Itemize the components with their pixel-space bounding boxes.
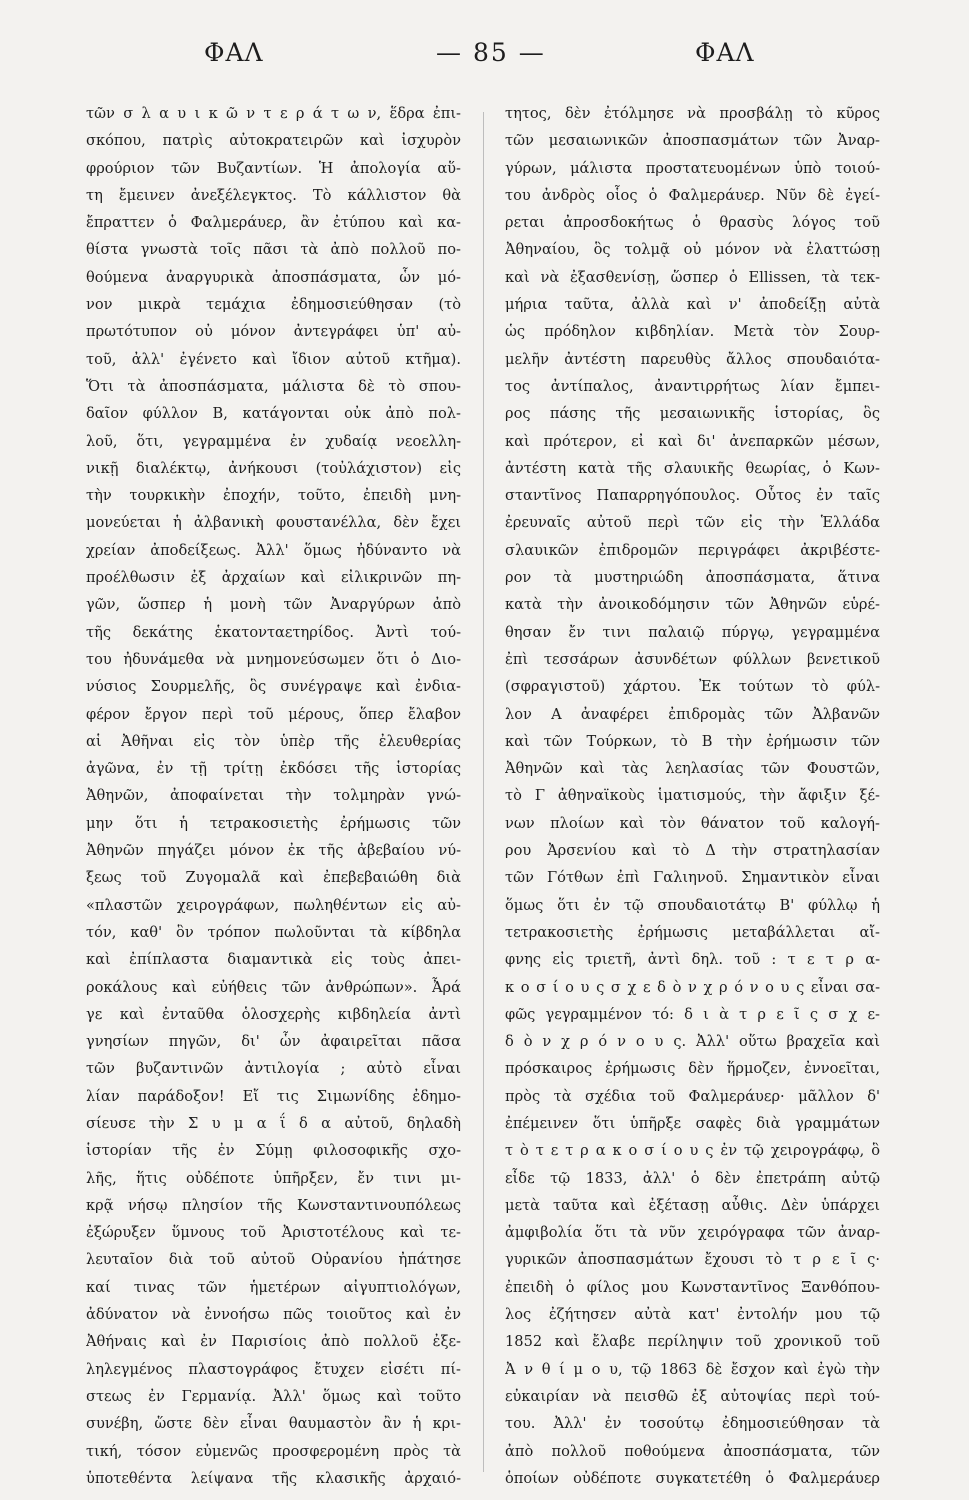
text-line: εἶδε τῷ 1833, ἀλλ' ὁ δὲν ἐπετράπη αὐτῷ [505, 1169, 880, 1187]
text-line: (σφραγιστοῦ) χάρτου. Ἐκ τούτων τὸ φύλ- [505, 678, 880, 696]
text-line: μονεύεται ἡ ἀλβανικὴ φουστανέλλα, δὲν ἔχει [86, 514, 461, 532]
text-line: ἐπέμεινεν ὅτι ὑπῆρξε σαφὲς διὰ γραμμάτων [505, 1114, 880, 1132]
page-number: — 85 — [436, 38, 546, 67]
text-line: καὶ νὰ ἐξασθενίσῃ, ὥσπερ ὁ Ellissen, τὰ τεκ- [505, 268, 880, 286]
text-line: τη ἔμεινεν ἀνεξέλεγκτος. Τὸ κάλλιστον θὰ [86, 186, 461, 204]
page-header [0, 38, 969, 78]
text-line: καὶ ἐπίπλαστα διαμαντικὰ εἰς τοὺς ἀπει- [86, 951, 461, 969]
text-line: μελῆν ἀντέστη παρευθὺς ἄλλος σπουδαιότα- [505, 350, 880, 368]
text-line: ὅμως ὅτι ἐν τῷ σπουδαιοτάτῳ Β' φύλλῳ ἡ [505, 896, 880, 914]
text-line: ἐπὶ τεσσάρων ἀσυνδέτων φύλλων βενετικοῦ [505, 650, 880, 668]
text-line: ρος πάσης τῆς μεσαιωνικῆς ἱστορίας, ὃς [505, 405, 880, 423]
text-line: τῶν μεσαιωνικῶν ἀποσπασμάτων τῶν Ἀναρ- [505, 132, 880, 150]
text-line: τική, τόσον εὐμενῶς προσφερομένη πρὸς τὰ [86, 1442, 461, 1460]
text-line: προέλθωσιν ἐξ ἀρχαίων καὶ εἰλικρινῶν πη- [86, 569, 461, 587]
text-line: ἐξώρυξεν ὕμνους τοῦ Ἀριστοτέλους καὶ τε- [86, 1224, 461, 1242]
text-line: λευταῖον διὰ τοῦ αὐτοῦ Οὐρανίου ἠπάτησε [86, 1251, 461, 1269]
text-line: ξεως τοῦ Ζυγομαλᾶ καὶ ἐπεβεβαιώθη διὰ [86, 869, 461, 887]
text-line: ἐπειδὴ ὁ φίλος μου Κωνσταντῖνος Ξανθόπου- [505, 1278, 880, 1296]
text-line: καί τινας τῶν ἡμετέρων αἰγυπτιολόγων, [86, 1278, 461, 1296]
text-line: ρεται ἀπροσδοκήτως ὁ θρασὺς λόγος τοῦ [505, 214, 880, 232]
text-line: στεως ἐν Γερμανίᾳ. Ἀλλ' ὅμως καὶ τοῦτο [86, 1387, 461, 1405]
column-divider [483, 112, 484, 1472]
text-line: μην ὅτι ἡ τετρακοσιετὴς ἐρήμωσις τῶν [86, 814, 461, 832]
text-line: του ἀνδρὸς οἷος ὁ Φαλμεράυερ. Νῦν δὲ ἐγεί- [505, 186, 880, 204]
text-line: κρᾷ νήσῳ πλησίον τῆς Κωνσταντινουπόλεως [86, 1196, 461, 1214]
text-line: εὐκαιρίαν νὰ πεισθῶ ἐξ αὐτοψίας περὶ τού- [505, 1387, 880, 1405]
text-line: θησαν ἔν τινι παλαιῷ πύργῳ, γεγραμμένα [505, 623, 880, 641]
text-line: ληλεγμένος πλαστογράφος ἔτυχεν εἰσέτι πί- [86, 1360, 461, 1378]
text-line: καὶ τῶν Τούρκων, τὸ Β τὴν ἐρήμωσιν τῶν [505, 732, 880, 750]
text-line: λῆς, ἥτις οὐδέποτε ὑπῆρξεν, ἔν τινι μι- [86, 1169, 461, 1187]
text-line: Ἀθηνῶν καὶ τὰς λεηλασίας τῶν Φουστῶν, [505, 760, 880, 778]
text-line: δ ὸ ν χ ρ ό ν ο υ ς. Ἀλλ' οὕτω βραχεῖα καὶ [505, 1033, 880, 1051]
text-line: φνης εἰς τριετῆ, ἀντὶ δηλ. τοῦ : τ ε τ ρ α- [505, 951, 880, 969]
text-line: πρωτότυπον οὐ μόνον ἀντεγράφει ὑπ' αὐ- [86, 323, 461, 341]
text-line: νων πλοίων καὶ τὸν θάνατον τοῦ καλογή- [505, 814, 880, 832]
text-line: ρου Ἀρσενίου καὶ τὸ Δ τὴν στρατηλασίαν [505, 842, 880, 860]
text-line: γυρικῶν ἀποσπασμάτων ἔχουσι τὸ τ ρ ε ῖ ς· [505, 1251, 880, 1269]
text-line: ἔπραττεν ὁ Φαλμεράυερ, ἂν ἐτύπου καὶ κα- [86, 214, 461, 232]
text-line: ὡς πρόδηλον κιβδηλίαν. Μετὰ τὸν Σουρ- [505, 323, 880, 341]
text-line: γνησίων πηγῶν, δι' ὧν ἀφαιρεῖται πᾶσα [86, 1033, 461, 1051]
text-line: ροκάλους καὶ εὐήθεις τῶν ἀνθρώπων». Ἆρά [86, 978, 461, 996]
text-line: φῶς γεγραμμένον τό: δ ι ὰ τ ρ ε ῖ ς σ χ ε- [505, 1005, 880, 1023]
text-line: θίστα γνωστὰ τοῖς πᾶσι τὰ ἀπὸ πολλοῦ πο- [86, 241, 461, 259]
text-line: νον μικρὰ τεμάχια ἐδημοσιεύθησαν (τὸ [86, 296, 461, 314]
text-line: ἀδύνατον νὰ ἐννοήσω πῶς τοιοῦτος καὶ ἐν [86, 1306, 461, 1324]
text-line: πρὸς τὰ σχέδια τοῦ Φαλμεράυερ· μᾶλλον δ' [505, 1087, 880, 1105]
text-line: ἱστορίαν τῆς ἐν Σύμῃ φιλοσοφικῆς σχο- [86, 1142, 461, 1160]
text-line: τὸ Γ ἀθηναϊκοὺς ἱματισμούς, τὴν ἄφιξιν ξέ- [505, 787, 880, 805]
text-line: τῆς δεκάτης ἑκατονταετηρίδος. Ἀντὶ τού- [86, 623, 461, 641]
text-line: ἀγῶνα, ἐν τῇ τρίτῃ ἐκδόσει τῆς ἱστορίας [86, 760, 461, 778]
text-line: ἀντέστη κατὰ τῆς σλαυικῆς θεωρίας, ὁ Κων- [505, 459, 880, 477]
text-line: Ἀθήναις καὶ ἐν Παρισίοις ἀπὸ πολλοῦ ἐξε- [86, 1333, 461, 1351]
text-line: τετρακοσιετὴς ἐρήμωσις μεταβάλλεται αἴ- [505, 923, 880, 941]
text-line: σκόπου, πατρὶς αὐτοκρατειρῶν καὶ ἰσχυρὸν [86, 132, 461, 150]
text-line: ὁποίων οὐδέποτε συγκατετέθη ὁ Φαλμεράυερ [505, 1469, 880, 1487]
text-line: τῶν βυζαντινῶν ἀντιλογία ; αὐτὸ εἶναι [86, 1060, 461, 1078]
text-line: δαῖον φύλλον Β, κατάγονται οὐκ ἀπὸ πολ- [86, 405, 461, 423]
text-line: τόν, καθ' ὃν τρόπον πωλοῦνται τὰ κίβδηλα [86, 923, 461, 941]
text-line: αἱ Ἀθῆναι εἰς τὸν ὑπὲρ τῆς ἐλευθερίας [86, 732, 461, 750]
text-line: φέρον ἔργον περὶ τοῦ μέρους, ὅπερ ἔλαβον [86, 705, 461, 723]
text-line: φρούριον τῶν Βυζαντίων. Ἡ ἀπολογία αὕ- [86, 159, 461, 177]
text-line: γῶν, ὥσπερ ἡ μονὴ τῶν Ἀναργύρων ἀπὸ [86, 596, 461, 614]
text-line: θούμενα ἀναργυρικὰ ἀποσπάσματα, ὧν μό- [86, 268, 461, 286]
text-line: τος ἀντίπαλος, ἀναντιρρήτως λίαν ἔμπει- [505, 377, 880, 395]
text-line: Ἀθηνῶν, ἀποφαίνεται τὴν τολμηρὰν γνώ- [86, 787, 461, 805]
text-line: «πλαστῶν χειρογράφων, πωληθέντων εἰς αὐ- [86, 896, 461, 914]
running-head-left: ΦΑΛ [204, 38, 264, 67]
text-line: σλαυικῶν ἐπιδρομῶν περιγράφει ἀκριβέστε- [505, 541, 880, 559]
text-line: τῶν σ λ α υ ι κ ῶ ν τ ε ρ ά τ ω ν, ἕδρα ἐπι- [86, 105, 461, 122]
text-line: 1852 καὶ ἔλαβε περίληψιν τοῦ χρονικοῦ τοῦ [505, 1333, 880, 1351]
text-line: μετὰ ταῦτα καὶ ἐξέτασῃ αὖθις. Δὲν ὑπάρχει [505, 1196, 880, 1214]
text-line: γε καὶ ἐνταῦθα ὁλοσχερὴς κιβδηλεία ἀντὶ [86, 1005, 461, 1023]
left-column [86, 100, 461, 1492]
text-line: καὶ πρότερον, εἰ καὶ δι' ἀνεπαρκῶν μέσων, [505, 432, 880, 450]
text-line: κ ο σ ί ο υ ς σ χ ε δ ὸ ν χ ρ ό ν ο υ ς εἶναι σα- [505, 978, 880, 996]
text-line: ἐρευναῖς αὐτοῦ περὶ τῶν εἰς τὴν Ἑλλάδα [505, 514, 880, 532]
text-line: σίευσε τὴν Σ υ μ α ΐ δ α αὐτοῦ, δηλαδὴ [86, 1114, 461, 1132]
text-line: Ὅτι τὰ ἀποσπάσματα, μάλιστα δὲ τὸ σπου- [86, 377, 461, 395]
text-line: Ἀθηναίου, ὃς τολμᾷ οὐ μόνον νὰ ἐλαττώσῃ [505, 241, 880, 259]
text-line: Ἀθηνῶν πηγάζει μόνον ἐκ τῆς ἀβεβαίου νύ- [86, 842, 461, 860]
text-line: πρόσκαιρος ἐρήμωσις δὲν ἥρμοζεν, ἐννοεῖται, [505, 1060, 880, 1078]
text-line: ἀπὸ πολλοῦ ποθούμενα ἀποσπάσματα, τῶν [505, 1442, 880, 1460]
text-line: Ἀ ν θ ί μ ο υ, τῷ 1863 δὲ ἔσχον καὶ ἐγὼ τὴν [505, 1360, 880, 1378]
text-line: τητος, δὲν ἐτόλμησε νὰ προσβάλῃ τὸ κῦρος [505, 105, 880, 122]
text-line: σταντῖνος Παπαρρηγόπουλος. Οὗτος ἐν ταῖς [505, 487, 880, 505]
right-column [505, 100, 880, 1492]
text-line: ἀμφιβολία ὅτι τὰ νῦν χειρόγραφα τῶν ἀναρ- [505, 1224, 880, 1242]
text-line: του ἠδυνάμεθα νὰ μνημονεύσωμεν ὅτι ὁ Διο- [86, 650, 461, 668]
text-line: νύσιος Σουρμελῆς, ὃς συνέγραψε καὶ ἐνδια- [86, 678, 461, 696]
text-line: τῶν Γότθων ἐπὶ Γαλιηνοῦ. Σημαντικὸν εἶναι [505, 869, 880, 887]
text-line: γύρων, μάλιστα προστατευομένων ὑπὸ τοιού- [505, 159, 880, 177]
text-line: τὴν τουρκικὴν ἐποχήν, τοῦτο, ἐπειδὴ μνη- [86, 487, 461, 505]
text-line: λον Α ἀναφέρει ἐπιδρομὰς τῶν Ἀλβανῶν [505, 705, 880, 723]
text-line: του. Ἀλλ' ἐν τοσούτῳ ἐδημοσιεύθησαν τὰ [505, 1415, 880, 1433]
text-line: τ ὸ τ ε τ ρ α κ ο σ ί ο υ ς ἐν τῷ χειρογράφῳ, ὃ [505, 1142, 880, 1160]
text-line: κατὰ τὴν ἀνοικοδόμησιν τῶν Ἀθηνῶν εὑρέ- [505, 596, 880, 614]
text-line: συνέβη, ὥστε δὲν εἶναι θαυμαστὸν ἂν ἡ κρι- [86, 1415, 461, 1433]
running-head-right: ΦΑΛ [695, 38, 755, 67]
text-line: λίαν παράδοξον! Εἴ τις Σιμωνίδης ἐδημο- [86, 1087, 461, 1105]
text-line: λος ἐζήτησεν αὐτὰ κατ' ἐντολήν μου τῷ [505, 1306, 880, 1324]
text-line: νικῇ διαλέκτῳ, ἀνήκουσι (τοὐλάχιστον) εἰς [86, 459, 461, 477]
text-line: λοῦ, ὅτι, γεγραμμένα ἐν χυδαίᾳ νεοελλη- [86, 432, 461, 450]
text-line: χρείαν ἀποδείξεως. Ἀλλ' ὅμως ἠδύναντο νὰ [86, 541, 461, 559]
text-line: τοῦ, ἀλλ' ἐγένετο καὶ ἴδιον αὐτοῦ κτῆμα). [86, 350, 461, 368]
text-line: ὑποτεθέντα λείψανα τῆς κλασικῆς ἀρχαιό- [86, 1469, 461, 1487]
text-line: ρον τὰ μυστηριώδη ἀποσπάσματα, ἅτινα [505, 569, 880, 587]
text-line: μήρια ταῦτα, ἀλλὰ καὶ ν' ἀποδείξῃ αὐτὰ [505, 296, 880, 314]
